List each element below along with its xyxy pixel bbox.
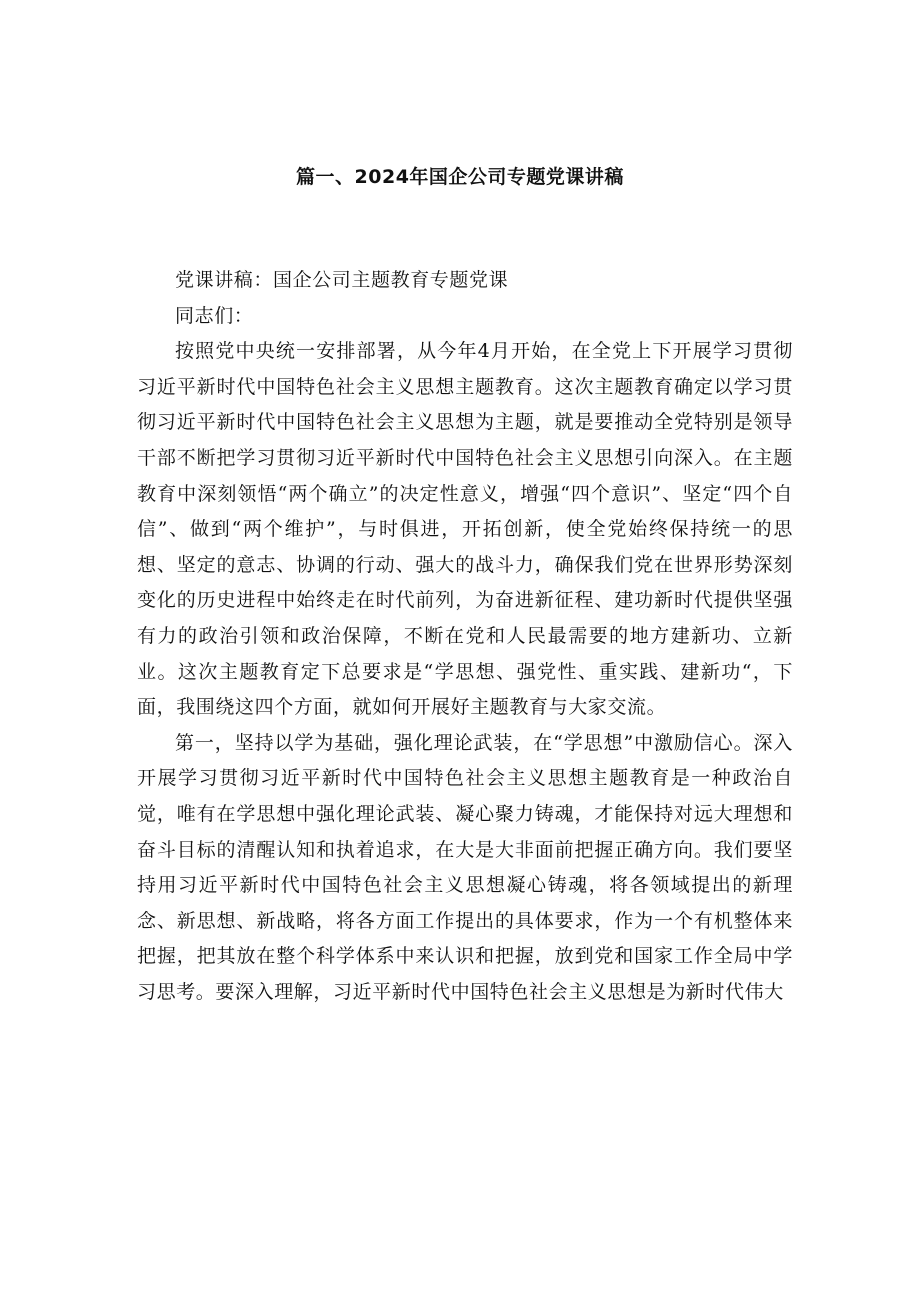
document-body: [137, 263, 793, 1010]
paragraph-intro: 按照党中央统一安排部署，从今年4月开始，在全党上下开展学习贯彻习近平新时代中国特色社会主义思想主题教育。这次主题教育确定以学习贯彻习近平新时代中国特色社会主义思想为主题，就是要推动全党特别是领导干部不断把学习贯彻习近平新时代中国特色社会主义思想引向深入。在主题教育中深刻领悟“两个确立”的决定性意义，增强“四个意识”、坚定“四个自信”、做到“两个维护”，与时俱进，开拓创新，使全党始终保持统一的思想、坚定的意志、协调的行动、强大的战斗力，确保我们党在世界形势深刻变化的历史进程中始终走在时代前列，为奋进新征程、建功新时代提供坚强有力的政治引领和政治保障，不断在党和人民最需要的地方建新功、立新业。这次主题教育定下总要求是“学思想、强党性、重实践、建新功“，下面，我围绕这四个方面，就如何开展好主题教育与大家交流。: [137, 340, 793, 719]
paragraph-subtitle: 党课讲稿：国企公司主题教育专题党课: [175, 269, 509, 291]
document-title: 篇一、2024年国企公司专题党课讲稿: [296, 166, 624, 188]
paragraph-salutation: 同志们：: [175, 304, 254, 327]
paragraph-first-point: 第一，坚持以学为基础，强化理论武装，在“学思想”中激励信心。深入开展学习贯彻习近平新时代中国特色社会主义思想主题教育是一种政治自觉，唯有在学思想中强化理论武装、凝心聚力铸魂，才能保持对远大理想和奋斗目标的清醒认知和执着追求，在大是大非面前把握正确方向。我们要坚持用习近平新时代中国特色社会主义思想凝心铸魂，将各领域提出的新理念、新思想、新战略，将各方面工作提出的具体要求，作为一个有机整体来把握，把其放在整个科学体系中来认识和把握，放到党和国家工作全局中学习思考。要深入理解，习近平新时代中国特色社会主义思想是为新时代伟大: [137, 731, 793, 1003]
